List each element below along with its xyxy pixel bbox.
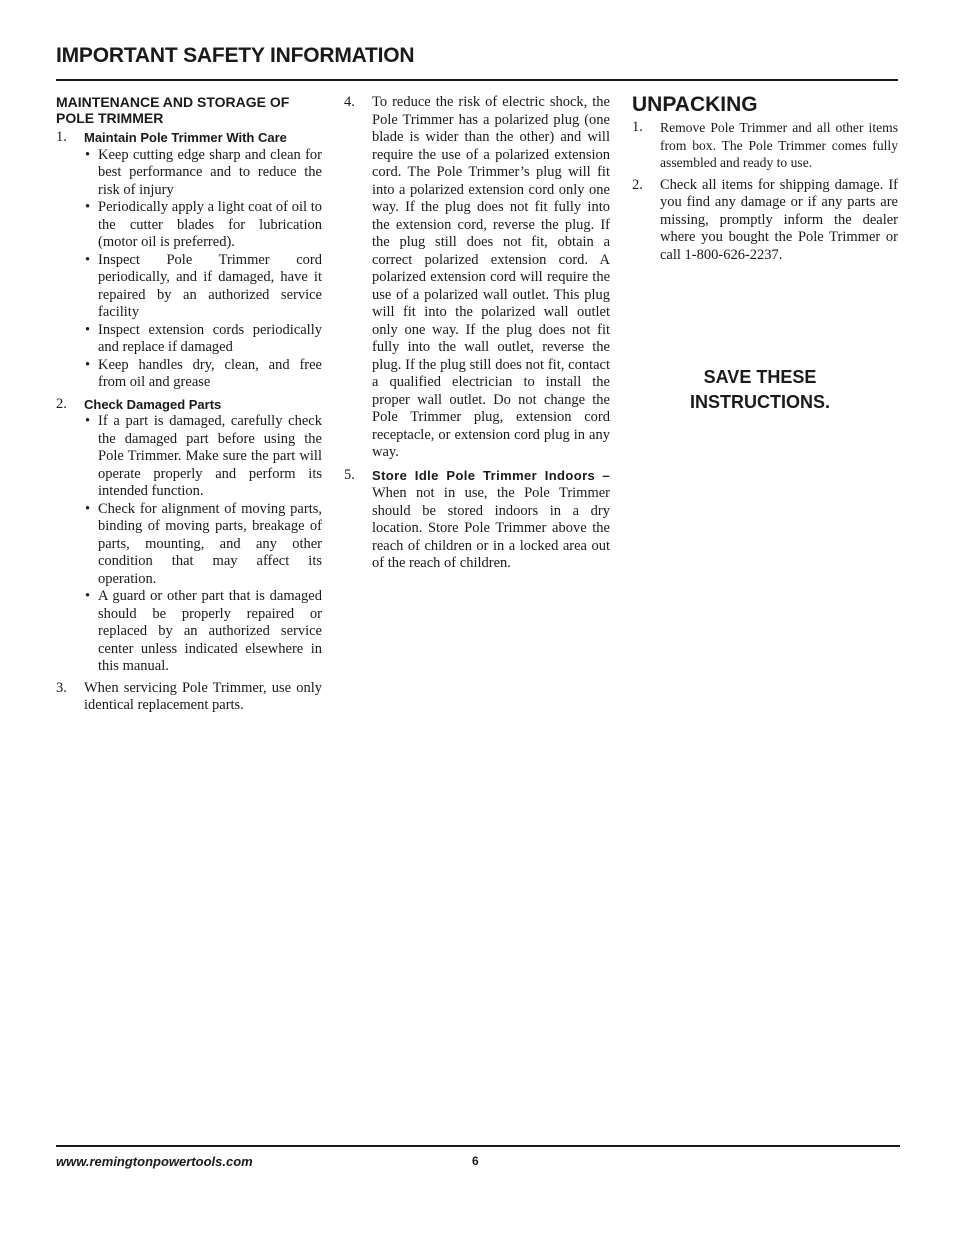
bullet-text: Check for alignment of moving parts, binding of moving parts, breakage of parts, mounting, and any other condition that may affect its operation. (98, 500, 322, 587)
list-item (84, 501, 322, 589)
bullet-icon: • (85, 356, 91, 373)
item-title: Maintain Pole Trimmer With Care (84, 130, 287, 145)
item-number: 4. (344, 94, 355, 110)
save-notice-line-1: SAVE THESE (703, 367, 817, 387)
bullet-text: Keep cutting edge sharp and clean for best performance and to reduce the risk of injury (98, 146, 322, 198)
item-number: 2. (632, 176, 643, 193)
footer-divider (56, 1145, 900, 1147)
bullet-text: If a part is damaged, carefully check the damaged part before using the Pole Trimmer. Make sure the part will operate properly and perform its intended function. (98, 413, 322, 499)
maintenance-column-1 (56, 94, 322, 715)
item-number: 5. (344, 466, 355, 483)
bullet-icon: • (85, 588, 91, 604)
list-item (84, 199, 322, 252)
list-item (84, 252, 322, 322)
bullet-text: A guard or other part that is damaged should be properly repaired or replaced by an authorized service center unless indicated elsewhere in this manual. (98, 588, 322, 674)
footer-url: www.remingtonpowertools.com (56, 1154, 253, 1169)
bullet-list (84, 413, 322, 676)
item-text: Remove Pole Trimmer and all other items from box. The Pole Trimmer comes fully assembled and ready to use. (660, 120, 898, 170)
page-number: 6 (472, 1154, 479, 1168)
unpacking-item-1 (632, 119, 898, 172)
page-title: IMPORTANT SAFETY INFORMATION (56, 44, 415, 67)
list-item (84, 413, 322, 501)
list-item (84, 357, 322, 392)
item-text: To reduce the risk of electric shock, the Pole Trimmer has a polarized plug (one blade is wider than the other) and will require the use of a polarized extension cord. The Pole Trimmer’s plug will fit into a polarized extension cord only one way. If the plug does not fit fully into the extension cord, reverse the plug. If the plug still does not fit, obtain a correct polarized extension cord. A polarized extension cord will require the use of a polarized wall outlet. This plug will fit into the polarized wall outlet only one way. If the plug does not fit fully into the wall outlet, reverse the plug. If the plug still does not fit, contact a qualified electrician to install the proper wall outlet. Do not change the Pole Trimmer plug, extension cord receptacle, or extension cord plug in any way. (372, 94, 610, 460)
unpacking-heading: UNPACKING (632, 93, 758, 116)
item-text: When servicing Pole Trimmer, use only identical replacement parts. (84, 679, 322, 713)
item-text: Check all items for shipping damage. If you find any damage or if any parts are missing, promptly inform the dealer where you bought the Pole Trimmer or call 1-800-626-2237. (660, 176, 898, 263)
list-item (84, 147, 322, 200)
bullet-text: Periodically apply a light coat of oil to the cutter blades for lubrication (motor oil is preferred). (98, 199, 322, 250)
bullet-icon: • (85, 251, 91, 268)
maintenance-heading: MAINTENANCE AND STORAGE OF POLE TRIMMER (56, 94, 290, 126)
item-dash: – (602, 467, 610, 483)
bullet-list (84, 147, 322, 392)
maintenance-item-4 (344, 94, 610, 462)
unpacking-column (632, 94, 898, 264)
item-number: 1. (56, 129, 67, 145)
list-item (84, 588, 322, 676)
item-number: 3. (56, 679, 67, 696)
bullet-icon: • (85, 321, 91, 338)
bullet-text: Keep handles dry, clean, and free from oil and grease (98, 356, 322, 390)
bullet-icon: • (85, 500, 91, 517)
list-item (84, 322, 322, 357)
save-instructions-notice (632, 365, 888, 415)
maintenance-item-1 (56, 129, 322, 392)
bullet-icon: • (85, 413, 91, 429)
maintenance-item-5 (344, 467, 610, 573)
save-notice-line-2: INSTRUCTIONS. (689, 392, 830, 412)
item-number: 1. (632, 119, 643, 135)
maintenance-item-2 (56, 396, 322, 676)
item-title: Store Idle Pole Trimmer Indoors (372, 467, 596, 483)
item-number: 2. (56, 395, 67, 412)
item-title: Check Damaged Parts (84, 396, 222, 412)
item-body: When not in use, the Pole Trimmer should be stored indoors in a dry location. Store Pole Trimmer above the reach of children or in a locked area out of the reach of children. (372, 485, 610, 571)
maintenance-column-2 (344, 94, 610, 573)
header-divider (56, 79, 898, 81)
item-text (372, 467, 610, 573)
bullet-text: Inspect Pole Trimmer cord periodically, and if damaged, have it repaired by an authorized service facility (98, 251, 322, 320)
maintenance-item-3 (56, 680, 322, 715)
unpacking-item-2 (632, 177, 898, 265)
bullet-icon: • (85, 199, 91, 215)
bullet-text: Inspect extension cords periodically and replace if damaged (98, 321, 322, 355)
bullet-icon: • (85, 146, 91, 163)
